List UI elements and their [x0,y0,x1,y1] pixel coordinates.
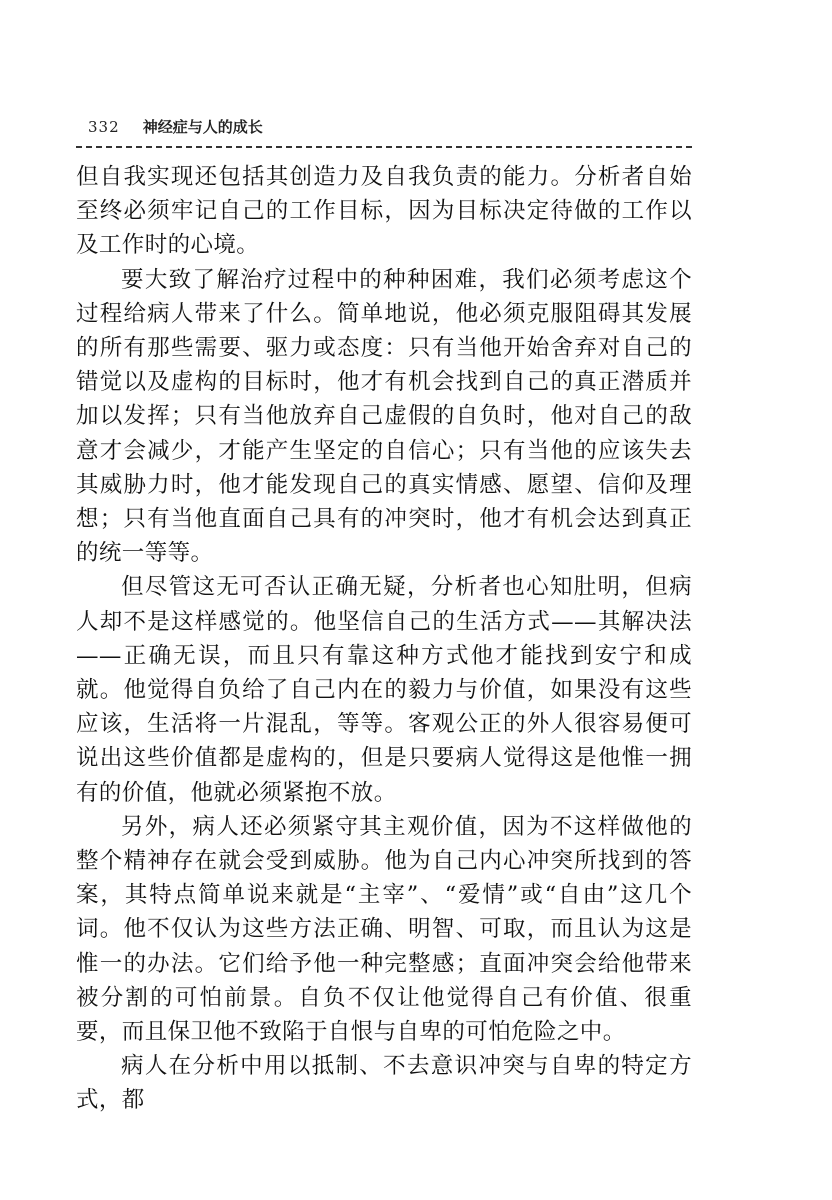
paragraph-5: 病人在分析中用以抵制、不去意识冲突与自卑的特定方式，都 [76,1053,692,1114]
book-title: 神经症与人的成长 [142,118,263,136]
paragraph-3: 但尽管这无可否认正确无疑，分析者也心知肚明，但病人却不是这样感觉的。他坚信自己的生活方式——其解决法——正确无误，而且只有靠这种方式他才能找到安宁和成就。他觉得自负给了自己内在的毅力与价值，如果没有这些应该，生活将一片混乱，等等。客观公正的外人很容易便可说出这些价值都是虚构的，但是只要病人觉得这是他惟一拥有的价值，他就必须紧抱不放。 [76,574,692,806]
running-header [88,116,700,146]
paragraph-1: 但自我实现还包括其创造力及自我负责的能力。分析者自始至终必须牢记自己的工作目标，因为目标决定待做的工作以及工作时的心境。 [76,164,692,259]
paragraph-2: 要大致了解治疗过程中的种种困难，我们必须考虑这个过程给病人带来了什么。简单地说，他必须克服阻碍其发展的所有那些需要、驱力或态度：只有当他开始舍弃对自己的错觉以及虚构的目标时，他才有机会找到自己的真正潜质并加以发挥；只有当他放弃自己虚假的自负时，他对自己的敌意才会减少，才能产生坚定的自信心；只有当他的应该失去其威胁力时，他才能发现自己的真实情感、愿望、信仰及理想；只有当他直面自己具有的冲突时，他才有机会达到真正的统一等等。 [76,266,692,567]
body-text [76,160,692,1118]
paragraph-4: 另外，病人还必须紧守其主观价值，因为不这样做他的整个精神存在就会受到威胁。他为自己内心冲突所找到的答案，其特点简单说来就是“主宰”、“爱情”或“自由”这几个词。他不仅认为这些方法正确、明智、可取，而且认为这是惟一的办法。它们给予他一种完整感；直面冲突会给他带来被分割的可怕前景。自负不仅让他觉得自己有价值、很重要，而且保卫他不致陷于自恨与自卑的可怕危险之中。 [76,813,692,1046]
page-number: 332 [88,118,120,136]
header-rule [76,146,692,148]
